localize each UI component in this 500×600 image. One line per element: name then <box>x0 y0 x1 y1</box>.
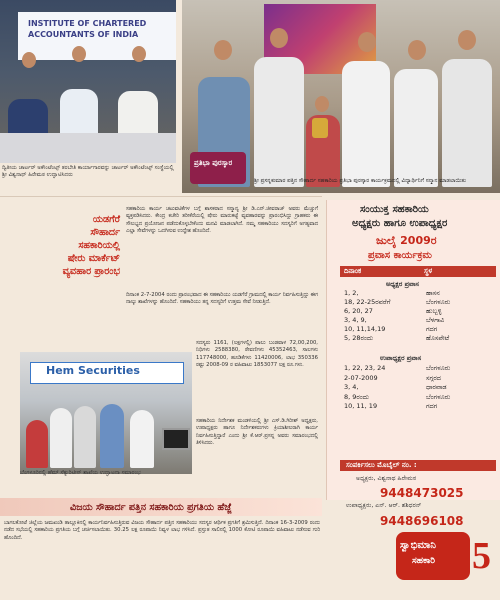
article-body: ದಿನಾಂಕ 2-7-2004 ರಂದು ಪ್ರಾರಂಭವಾದ ಈ ಸಹಕಾರಿಯು ಯಡಗೆರೆ ಗ್ರಾಮದಲ್ಲಿ ಕಾರ್ಯ ನಿರ್ವಹಿಸುತ್ತಿದ್ದು ಈಗ ನಾಲ್ಕು ಶಾಖೆಗಳನ್ನು ಹೊಂದಿದೆ. ಸಹಕಾರಿಯು ತನ್ನ ಸದಸ್ಯರಿಗೆ ಉತ್ತಮ ಸೇವೆ ನೀಡುತ್ತಿದೆ. <box>126 292 318 306</box>
person-figure <box>130 410 154 468</box>
schedule-date: 10, 11,14,19 <box>344 325 386 333</box>
photo-caption: ಶ್ರೀ ಪ್ರಸನ್ನಕುಮಾರ ಪತ್ತಿನ ಸೌಹಾರ್ದ ಸಹಕಾರಿಯ ಪ್ರತಿಭಾ ಪುರಸ್ಕಾರ ಕಾರ್ಯಕ್ರಮದಲ್ಲಿ ವಿದ್ಯಾರ್ಥಿನಿಗೆ ಸನ್ಮಾನ ಮಾಡಲಾಯಿತು <box>254 178 466 184</box>
person-figure <box>100 404 124 468</box>
schedule-date: 2-07-2009 <box>344 373 378 382</box>
box-title: ಪ್ರವಾಸ ಕಾರ್ಯಕ್ರಮ <box>368 250 432 261</box>
table-header <box>340 266 496 277</box>
schedule-place: ಹುಬ್ಬಳ್ಳಿ <box>426 307 442 315</box>
schedule-row <box>344 334 494 343</box>
box-title: ಸಂಯುಕ್ತ ಸಹಕಾರಿಯ <box>360 204 429 215</box>
article-body: ಸಹಕಾರಿಯ ನಿರ್ದೇಶಕ ಮಂಡಳಿಯಲ್ಲಿ ಶ್ರೀ ಎಸ್.ಡಿ.ಗಿರೀಶ್ ಅಧ್ಯಕ್ಷರು, ಉಪಾಧ್ಯಕ್ಷರು ಹಾಗೂ ನಿರ್ದೇಶಕರುಗಳು ಕ್ರಿಯಾಶೀಲರಾಗಿ ಕಾರ್ಯ ನಿರ್ವಹಿಸುತ್ತಿದ್ದಾರೆ ಎಂದು ಶ್ರೀ ಕೆ.ಆರ್.ಪ್ರಸನ್ನ ಅವರು ಸಮಾರಂಭದಲ್ಲಿ ತಿಳಿಸಿದರು. <box>196 418 318 447</box>
person-head <box>132 46 146 62</box>
person-figure <box>26 420 48 468</box>
schedule-place: ಬೆಳಗಾವಿ <box>426 316 445 324</box>
schedule-place: ಗದಗ <box>426 402 438 410</box>
table-header-date: ದಿನಾಂಕ <box>344 267 362 275</box>
article-stats: ಸದಸ್ಯರು 1161, (ಲಕ್ಷಗಳಲ್ಲಿ) ಪಾಲು ಬಂಡವಾಳ 72,00,200, ನಿಧಿಗಳು 2588380, ಠೇವಣಿಗಳು 45352463, ಸಾಲಗಳು 117748000, ಹೂಡಿಕೆಗಳು 11420006, ಲಾಭ 350336 ರಷ್ಟು 2008-09 ರ ವಹಿವಾಟು 1853077 ಲಕ್ಷ ರೂ.ಗಳು. <box>196 340 318 369</box>
schedule-place: ಧಾರವಾಡ <box>426 383 447 391</box>
schedule-date: 10, 11, 19 <box>344 402 378 410</box>
contact-phone[interactable]: 9448696108 <box>380 514 464 528</box>
person-head <box>408 40 426 60</box>
person-head <box>72 46 86 62</box>
schedule-row <box>344 364 494 374</box>
schedule-date: 3, 4, <box>344 383 359 391</box>
person-head <box>458 30 476 50</box>
schedule-place: ಹಾಸನ <box>426 289 440 297</box>
table-header-place: ಸ್ಥಳ <box>424 267 433 275</box>
schedule-place: ಗದಗ <box>426 325 438 333</box>
trophy-icon <box>312 118 328 138</box>
box-title: ಅಧ್ಯಕ್ಷರು ಹಾಗೂ ಉಪಾಧ್ಯಕ್ಷರ <box>352 218 448 229</box>
schedule-list <box>344 364 494 412</box>
person-head <box>358 32 376 52</box>
photo-inauguration <box>0 0 176 163</box>
bottom-article-body: ಬಾಗಲಕೋಟೆ ಜಿಲ್ಲೆಯ ಜಮಖಂಡಿ ತಾಲ್ಲೂಕಿನಲ್ಲಿ ಕಾರ್ಯನಿರ್ವಹಿಸುತ್ತಿರುವ ವಿಜಯ ಸೌಹಾರ್ದ ಪತ್ತಿನ ಸಹಕಾರಿಯು ಸದಸ್ಯರ ಆರ್ಥಿಕ ಪ್ರಗತಿಗೆ ಶ್ರಮಿಸುತ್ತಿದೆ. ದಿನಾಂಕ 16-3-2009 ರಂದು ನಡೆದ ಸಭೆಯಲ್ಲಿ ಸಹಕಾರಿಯ ಪ್ರಗತಿಯ ಬಗ್ಗೆ ಚರ್ಚಿಸಲಾಯಿತು. 30.25 ಲಕ್ಷ ರೂಪಾಯಿ ನಿವ್ವಳ ಲಾಭ ಗಳಿಸಿದೆ. ಪ್ರಸ್ತುತ ಸಾಲಿನಲ್ಲಿ 1000 ಕೋಟಿ ರೂಪಾಯಿ ವಹಿವಾಟು ನಡೆಸುವ ಗುರಿ ಹೊಂದಿದೆ. <box>4 520 320 541</box>
schedule-row <box>344 402 494 412</box>
schedule-place: ಬೆಂಗಳೂರು <box>426 364 451 372</box>
page-number: 5 <box>472 535 491 577</box>
schedule-list <box>344 289 494 343</box>
schedule-date: 1, 2, <box>344 289 359 297</box>
person-figure <box>442 59 492 187</box>
bottom-article-title: ವಿಜಯ ಸೌಹಾರ್ದ ಪತ್ತಿನ ಸಹಕಾರಿಯ ಪ್ರಗತಿಯ ಹೆಜ್ಜೆ <box>70 502 232 513</box>
schedule-row <box>344 325 494 334</box>
schedule-date: 5, 28ರಂದು <box>344 334 374 342</box>
computer-monitor <box>162 428 190 450</box>
section-heading: ಉಪಾಧ್ಯಕ್ಷರ ಪ್ರವಾಸ <box>380 354 422 362</box>
logo-word: ಸ್ವಾಭಿಮಾನಿ <box>400 540 436 551</box>
schedule-row <box>344 289 494 298</box>
article-body: ಸಹಕಾರಿಯ ಕಾರ್ಯ ಚಟುವಟಿಕೆಗಳ ಬಗ್ಗೆ ಶಾಸಕರಾದ ಸನ್ಮಾನ್ಯ ಶ್ರೀ ಡಿ.ಎನ್.ಜೀವರಾಜ್ ಅವರು ಮೆಚ್ಚುಗೆ ವ್ಯಕ್ತಪಡಿಸಿದರು. ಕೇಂದ್ರ ಕಚೇರಿ ತರೀಕೆರೆಯಲ್ಲಿ ಷೇರು ಮಾರುಕಟ್ಟೆ ವ್ಯವಹಾರವನ್ನು ಪ್ರಾರಂಭಿಸಿದ್ದು ಗ್ರಾಹಕರು ಈ ಸೌಲಭ್ಯದ ಪ್ರಯೋಜನ ಪಡೆದುಕೊಳ್ಳಬೇಕೆಂದು ಮನವಿ ಮಾಡಲಾಗಿದೆ. ನಮ್ಮ ಸಹಕಾರಿಯು ಸದಸ್ಯರಿಗೆ ಅಗತ್ಯವಾದ ಎಲ್ಲಾ ಸೇವೆಗಳನ್ನು ಒದಗಿಸುವ ಉದ್ದೇಶ ಹೊಂದಿದೆ. <box>126 206 318 235</box>
schedule-place: ಹೊಸಪೇಟೆ <box>426 334 450 342</box>
person-head <box>22 52 36 68</box>
logo-word: ಸಹಕಾರಿ <box>412 556 435 566</box>
schedule-place: ಸಗ್ಗರದ <box>426 373 441 382</box>
hem-banner-text: Hem Securities <box>46 364 140 377</box>
contact-title: ಸಂಪರ್ಕಿಸಲು ಮೊಬೈಲ್ ನಂ. : <box>346 461 417 469</box>
contact-role: ಉಪಾಧ್ಯಕ್ಷರು, ಎನ್. ಆರ್. ಶಶಿಧರನ್ <box>346 502 422 509</box>
photo-badge <box>190 152 246 184</box>
person-figure <box>50 408 72 468</box>
person-figure <box>74 406 96 468</box>
contact-role: ಅಧ್ಯಕ್ಷರು, ವಿಶ್ವನಾಥ ಹಿರೇಮಠ <box>356 475 417 482</box>
photo-hem-securities <box>20 352 192 474</box>
schedule-place: ಬೆಂಗಳೂರು <box>426 392 451 401</box>
person-figure <box>342 61 390 187</box>
schedule-row <box>344 374 494 384</box>
photo-award <box>182 0 500 193</box>
schedule-row <box>344 316 494 325</box>
schedule-row <box>344 298 494 307</box>
banner-text: INSTITUTE OF CHARTERED ACCOUNTANTS OF INDIA <box>28 19 147 39</box>
divider <box>0 196 322 197</box>
schedule-date: 18, 22-25ರವರೆಗೆ <box>344 298 391 306</box>
schedule-date: 6, 20, 27 <box>344 307 373 315</box>
schedule-row <box>344 307 494 316</box>
schedule-date: 1, 22, 23, 24 <box>344 364 386 372</box>
podium-table <box>0 133 176 163</box>
schedule-date: 3, 4, 9, <box>344 316 367 324</box>
photo-caption: ದ್ವಿತೀಯ ಚಾರ್ಟರ್ ಅಕೌಂಟೆಂಟ್ಸ್ ತರಬೇತಿ ಕಾರ್ಯಾಗಾರವನ್ನು ಚಾರ್ಟರ್ ಅಕೌಂಟೆಂಟ್ಸ್ ಸಂಸ್ಥೆಯಲ್ಲಿ ಶ್ರೀ ವಿಶ್ವನಾಥ್ ಹಿರೇಮಠ ಉದ್ಘಾಟಿಸಿದರು <box>2 165 174 178</box>
person-figure <box>394 69 438 187</box>
schedule-row <box>344 383 494 393</box>
person-head <box>315 96 329 112</box>
person-figure <box>254 57 304 187</box>
photo-badge-text: ಪ್ರತಿಭಾ ಪುರಸ್ಕಾರ <box>194 159 233 167</box>
section-heading: ಅಧ್ಯಕ್ಷರ ಪ್ರವಾಸ <box>386 280 419 288</box>
photo-banner <box>18 12 176 60</box>
contact-phone[interactable]: 9448473025 <box>380 486 464 500</box>
article-headline: ಯಡಗೆರೆ ಸೌಹಾರ್ದ ಸಹಕಾರಿಯಲ್ಲಿ ಷೇರು ಮಾರ್ಕೆಟ್ ವ್ಯವಹಾರ ಪ್ರಾರಂಭ <box>62 214 120 277</box>
schedule-place: ಬೆಂಗಳೂರು <box>426 298 451 306</box>
schedule-row <box>344 393 494 403</box>
person-head <box>214 40 232 60</box>
box-title-month: ಜುಲೈ 2009ರ <box>376 234 437 247</box>
person-head <box>270 28 288 48</box>
schedule-date: 8, 9ರಂದು <box>344 392 369 401</box>
photo-caption: ಬೆಂಗಳೂರಿನಲ್ಲಿ ಹೆಮ್ ಸೆಕ್ಯುರಿಟೀಸ್ ಶಾಖೆಯ ಉದ್ಘಾಟನಾ ಸಮಾರಂಭ <box>20 470 141 476</box>
